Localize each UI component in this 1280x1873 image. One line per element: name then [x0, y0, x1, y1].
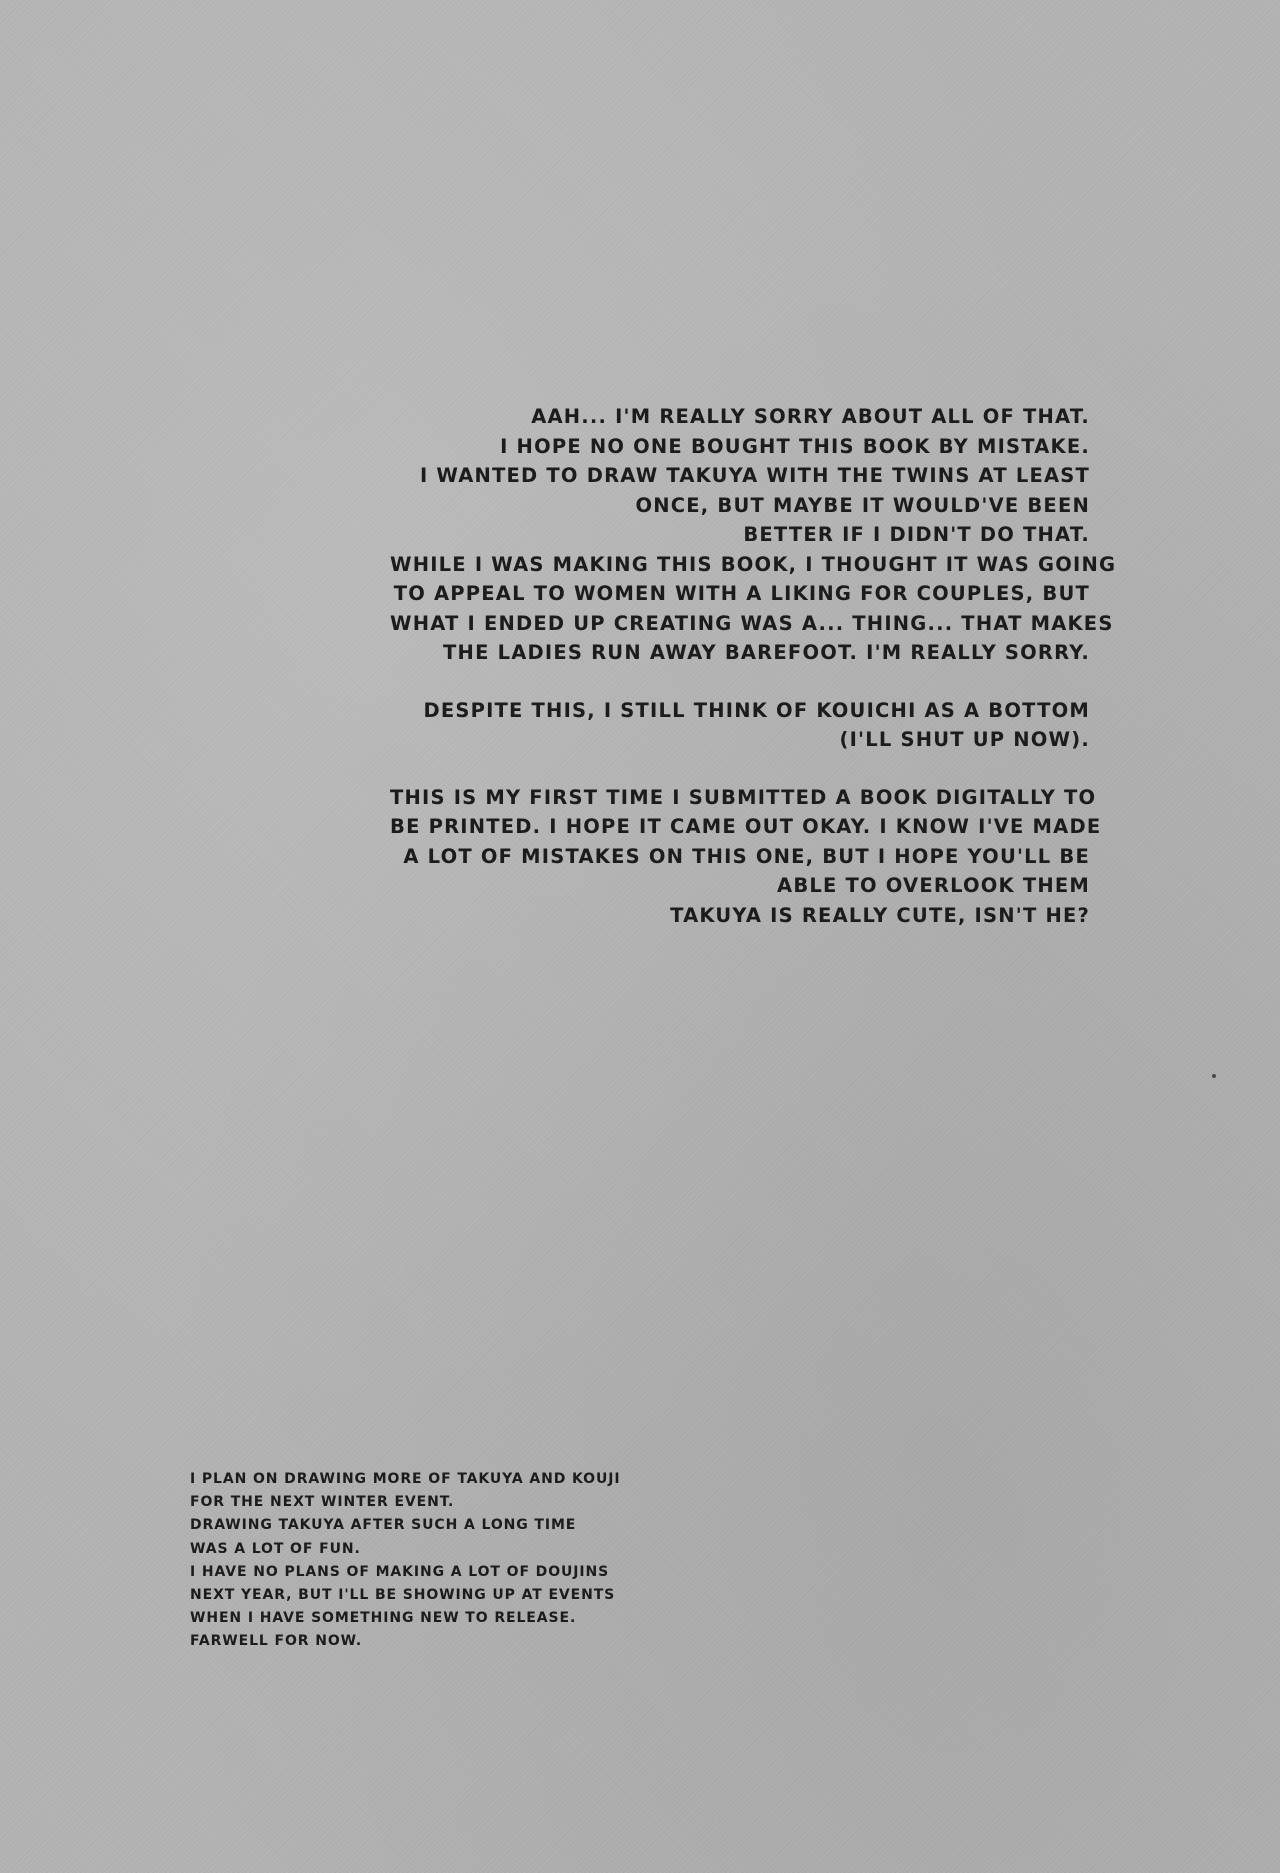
text-line: WHILE I WAS MAKING THIS BOOK, I THOUGHT IT WAS GOING — [390, 552, 1117, 576]
text-line: FARWELL FOR NOW. — [190, 1633, 363, 1650]
text-line: (I'LL SHUT UP NOW). — [839, 728, 1090, 751]
text-line: WAS A LOT OF FUN. — [190, 1540, 361, 1557]
text-line: WHEN I HAVE SOMETHING NEW TO RELEASE. — [190, 1610, 577, 1627]
paragraph-gap — [390, 668, 1090, 696]
text-line: DRAWING TAKUYA AFTER SUCH A LONG TIME — [190, 1517, 577, 1534]
text-line: ONCE, BUT MAYBE IT WOULD'VE BEEN — [635, 493, 1090, 517]
text-line: BETTER IF I DIDN'T DO THAT. — [743, 523, 1090, 546]
text-line: WHAT I ENDED UP CREATING WAS A... THING... THAT MAKES — [390, 611, 1114, 635]
paragraph-gap — [390, 755, 1090, 783]
text-line: BE PRINTED. I HOPE IT CAME OUT OKAY. I KNOW I'VE MADE — [390, 815, 1102, 838]
text-line: AAH... I'M REALLY SORRY ABOUT ALL OF THAT. — [531, 405, 1090, 428]
text-line: I WANTED TO DRAW TAKUYA WITH THE TWINS AT LEAST — [419, 464, 1090, 487]
text-line: THIS IS MY FIRST TIME I SUBMITTED A BOOK DIGITALLY TO — [390, 785, 1097, 809]
text-line: TO APPEAL TO WOMEN WITH A LIKING FOR COUPLES, BUT — [393, 582, 1090, 605]
text-line: THE LADIES RUN AWAY BAREFOOT. I'M REALLY SORRY. — [443, 641, 1090, 664]
afterword-closing-text — [190, 1468, 710, 1654]
text-line: I HAVE NO PLANS OF MAKING A LOT OF DOUJINS — [190, 1563, 610, 1580]
text-line: NEXT YEAR, BUT I'LL BE SHOWING UP AT EVENTS — [190, 1587, 616, 1604]
text-line: ABLE TO OVERLOOK THEM — [777, 874, 1090, 897]
paper-speck — [1212, 1074, 1216, 1078]
text-line: I PLAN ON DRAWING MORE OF TAKUYA AND KOUJI — [190, 1471, 621, 1487]
text-line: DESPITE THIS, I STILL THINK OF KOUICHI AS A BOTTOM — [423, 698, 1090, 722]
text-line: I HOPE NO ONE BOUGHT THIS BOOK BY MISTAKE. — [500, 434, 1090, 458]
text-line: A LOT OF MISTAKES ON THIS ONE, BUT I HOPE YOU'LL BE — [403, 844, 1090, 868]
text-line: TAKUYA IS REALLY CUTE, ISN'T HE? — [670, 903, 1090, 927]
afterword-main-text — [390, 402, 1117, 930]
text-line: FOR THE NEXT WINTER EVENT. — [190, 1494, 455, 1511]
